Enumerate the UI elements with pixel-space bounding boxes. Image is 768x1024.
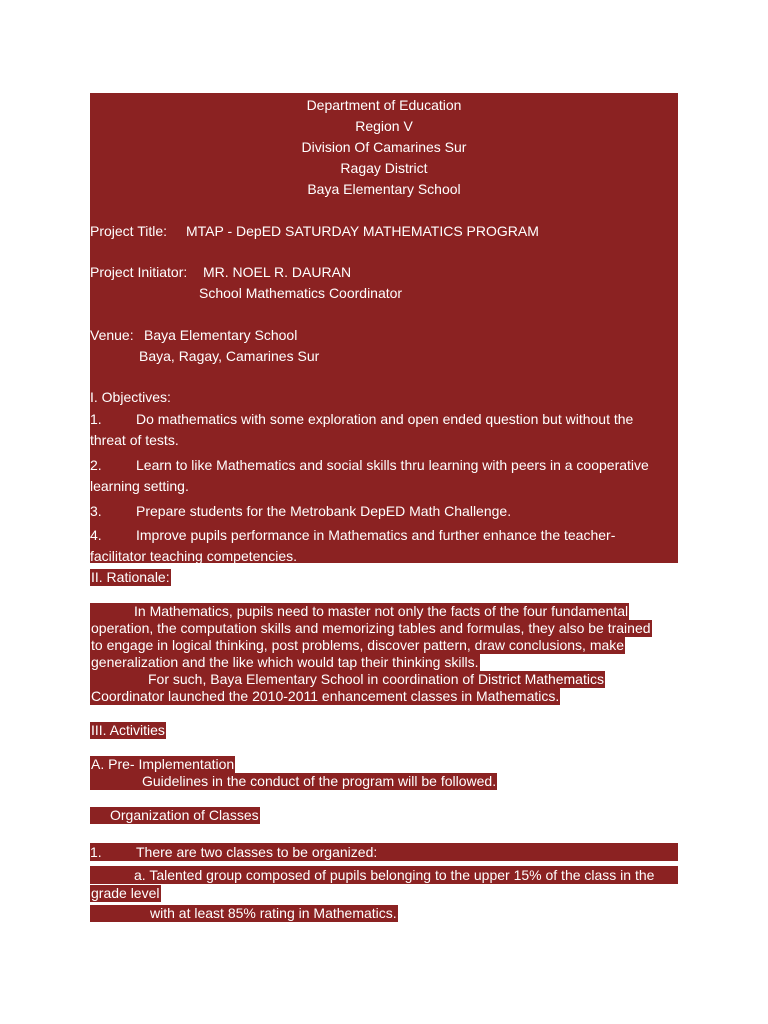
pre-implementation-text: Guidelines in the conduct of the program will be followed. (90, 773, 497, 790)
rationale-p2-row-1 (90, 671, 605, 688)
rationale-p1-row-3 (90, 637, 625, 654)
objectives-heading: I. Objectives: (90, 389, 171, 405)
activity-item-1a-line-1: a. Talented group composed of pupils belonging to the upper 15% of the class in the (134, 867, 655, 883)
rationale-p2-line-2: Coordinator launched the 2010-2011 enhancement classes in Mathematics. (91, 688, 560, 704)
pre-implementation-row (90, 756, 235, 773)
pre-implementation-heading: A. Pre- Implementation (91, 756, 235, 772)
header-district: Ragay District (340, 160, 428, 176)
objective-1-line-1: Do mathematics with some exploration and open ended question but without the (136, 411, 634, 427)
header-school: Baya Elementary School (307, 181, 461, 197)
rationale-p2-row-2 (90, 688, 560, 705)
objective-2-line-1: Learn to like Mathematics and social skills thru learning with peers in a cooperative (136, 457, 649, 473)
rationale-p1-line-4: generalization and the like which would tap their thinking skills. (91, 654, 479, 670)
activity-item-1a-line-3: with at least 85% rating in Mathematics. (90, 905, 398, 922)
header-region: Region V (355, 118, 413, 134)
project-title-value: MTAP - DepED SATURDAY MATHEMATICS PROGRAM (186, 223, 539, 239)
rationale-p1-line-1: In Mathematics, pupils need to master not only the facts of the four fundamental (90, 603, 629, 620)
organization-heading: Organization of Classes (90, 807, 260, 824)
rationale-p1-line-3: to engage in logical thinking, post problems, discover pattern, draw conclusions, make (91, 637, 625, 653)
project-initiator-label: Project Initiator: (90, 264, 188, 280)
venue-line-1: Baya Elementary School (144, 327, 298, 343)
rationale-p1-line-2: operation, the computation skills and memorizing tables and formulas, they also be trained (91, 620, 651, 636)
rationale-heading-row (90, 569, 171, 586)
header-division: Division Of Camarines Sur (301, 139, 467, 155)
objective-4-number: 4. (90, 527, 102, 543)
project-initiator-name: MR. NOEL R. DAURAN (203, 264, 352, 280)
project-initiator-role: School Mathematics Coordinator (199, 285, 403, 301)
activities-heading: III. Activities (91, 722, 165, 738)
rationale-p1-row-2 (90, 620, 652, 637)
objective-4-line-2: facilitator teaching competencies. (90, 548, 297, 564)
objective-1-number: 1. (90, 411, 102, 427)
objective-1-line-2: threat of tests. (90, 432, 179, 448)
organization-row (90, 807, 260, 824)
objective-3-number: 3. (90, 503, 102, 519)
venue-label: Venue: (90, 327, 134, 343)
activity-item-1a-row-3 (90, 905, 398, 922)
activity-item-1a-line-2: grade level (91, 885, 160, 901)
objective-3-line-1: Prepare students for the Metrobank DepED Math Challenge. (136, 503, 512, 519)
activities-heading-row (90, 722, 166, 739)
venue-line-2: Baya, Ragay, Camarines Sur (139, 348, 320, 364)
activity-item-1-text: There are two classes to be organized: (136, 844, 378, 860)
objective-2-number: 2. (90, 457, 102, 473)
objective-2-line-2: learning setting. (90, 478, 189, 494)
rationale-heading: II. Rationale: (91, 569, 170, 585)
pre-implementation-text-row (90, 773, 497, 790)
activity-item-1a-row-2 (90, 885, 161, 902)
rationale-p2-line-1: For such, Baya Elementary School in coordination of District Mathematics (90, 671, 605, 688)
activity-item-1-number: 1. (90, 844, 102, 860)
rationale-p1-row-4 (90, 654, 480, 671)
rationale-p1-row-1 (90, 603, 629, 620)
objective-4-line-1: Improve pupils performance in Mathematics and further enhance the teacher- (136, 527, 616, 543)
project-title-label: Project Title: (90, 223, 168, 239)
header-department: Department of Education (306, 97, 462, 113)
